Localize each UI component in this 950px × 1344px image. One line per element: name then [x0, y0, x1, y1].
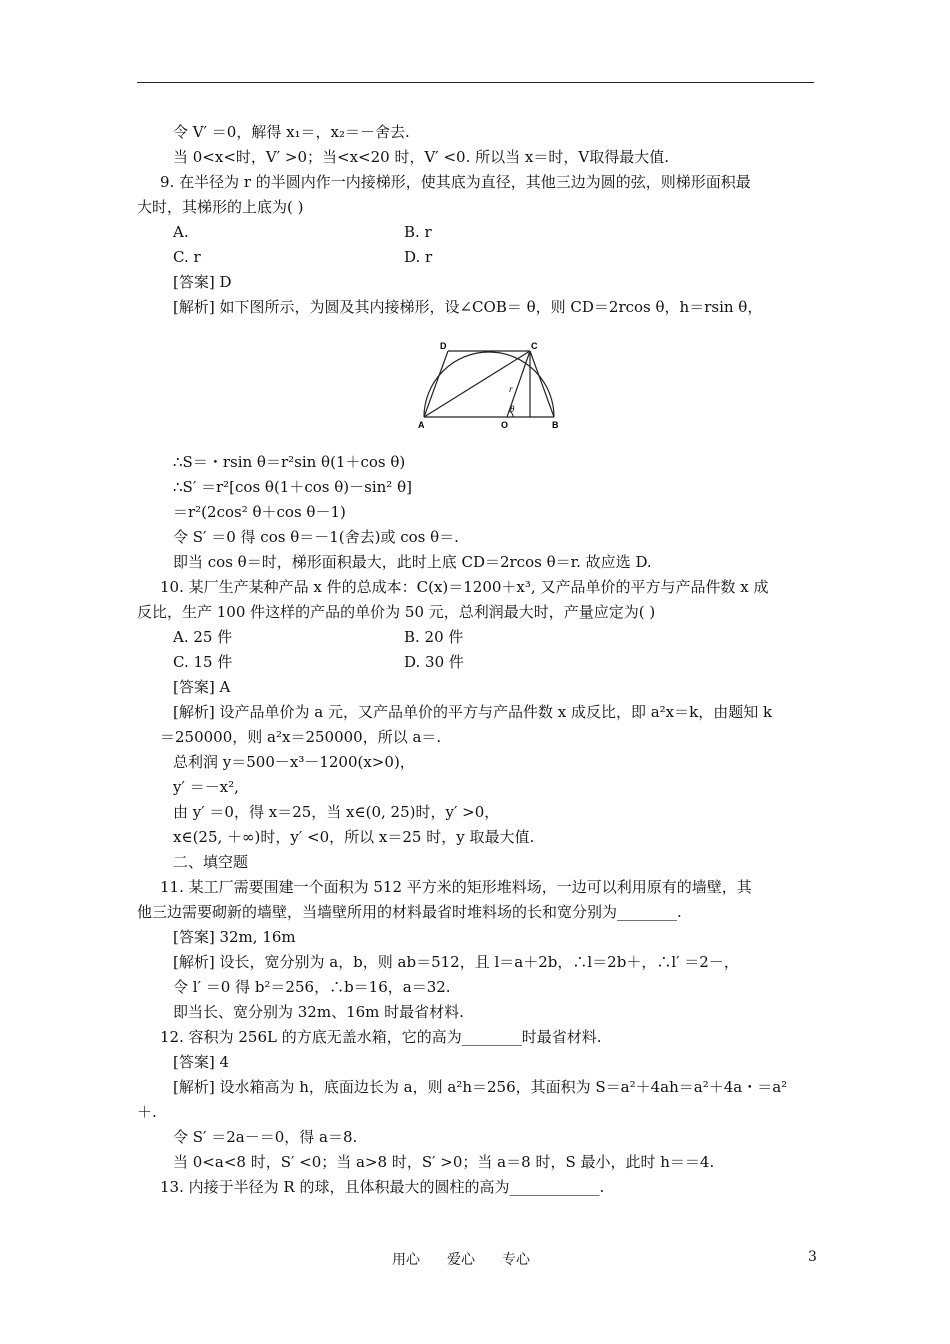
- question-12-line: 12. 容积为 256L 的方底无盖水箱，它的高为________时最省材料.: [160, 1028, 602, 1046]
- derivation-line: 令 S′ ＝0 得 cos θ＝－1(舍去)或 cos θ＝.: [173, 528, 459, 546]
- option-a: A. 25 件: [173, 628, 233, 646]
- question-11-line-1: 11. 某工厂需要围建一个面积为 512 平方米的矩形堆料场，一边可以利用原有的墙壁，其: [160, 878, 752, 896]
- footer-text: 专心: [502, 1252, 530, 1268]
- answer-label: [答案] A: [173, 678, 231, 696]
- label-a: A: [418, 420, 425, 430]
- text-line: 当 0<x<时，V′ >0；当<x<20 时，V′ <0. 所以当 x＝时，V取得最大值.: [173, 148, 669, 166]
- analysis-line: ＋.: [137, 1103, 157, 1121]
- derivation-line: ＝r²(2cos² θ＋cos θ－1): [173, 503, 346, 521]
- derivation-line: x∈(25, ＋∞)时，y′ <0，所以 x＝25 时，y 取最大值.: [173, 828, 535, 846]
- text-line: 令 V′ ＝0，解得 x₁＝，x₂＝－舍去.: [173, 123, 410, 141]
- page-number: 3: [808, 1249, 817, 1265]
- label-c: C: [531, 341, 538, 351]
- semicircle-trapezoid-figure: [412, 338, 566, 430]
- option-b: B. 20 件: [404, 628, 464, 646]
- derivation-line: 即当 cos θ＝时，梯形面积最大，此时上底 CD＝2rcos θ＝r. 故应选 D.: [173, 553, 652, 571]
- analysis-line: [解析] 设长，宽分别为 a，b，则 ab＝512，且 l＝a＋2b，∴l＝2b＋，∴l′ ＝2－，: [173, 953, 739, 971]
- question-10-line-1: 10. 某厂生产某种产品 x 件的总成本：C(x)＝1200＋x³, 又产品单价的平方与产品件数 x 成: [160, 578, 769, 596]
- question-13-line: 13. 内接于半径为 R 的球，且体积最大的圆柱的高为____________.: [160, 1178, 605, 1196]
- derivation-line: ∴S＝・rsin θ＝r²sin θ(1＋cos θ): [173, 453, 406, 471]
- label-o: O: [501, 420, 509, 430]
- question-9-line-2: 大时，其梯形的上底为( ): [137, 198, 304, 216]
- header-rule: [137, 82, 814, 83]
- option-d: D. r: [404, 248, 433, 266]
- label-d: D: [440, 341, 447, 351]
- derivation-line: 即当长、宽分别为 32m、16m 时最省材料.: [173, 1003, 464, 1021]
- footer-text: 爱心: [447, 1252, 475, 1268]
- option-d: D. 30 件: [404, 653, 464, 671]
- chord-ad: [424, 351, 448, 417]
- option-c: C. 15 件: [173, 653, 233, 671]
- analysis-line: [解析] 设水箱高为 h，底面边长为 a，则 a²h＝256，其面积为 S＝a²＋4ah＝a²＋4a・＝a²: [173, 1078, 788, 1096]
- question-9-line-1: 9. 在半径为 r 的半圆内作一内接梯形，使其底为直径，其他三边为圆的弦，则梯形面积最: [160, 173, 751, 191]
- option-a: A.: [173, 223, 189, 241]
- question-10-line-2: 反比，生产 100 件这样的产品的单价为 50 元，总利润最大时，产量应定为( ): [137, 603, 656, 621]
- answer-label: [答案] D: [173, 273, 232, 291]
- option-c: C. r: [173, 248, 201, 266]
- question-11-line-2: 他三边需要砌新的墙壁，当墙壁所用的材料最省时堆料场的长和宽分别为________.: [137, 903, 682, 921]
- analysis-line: ＝250000，则 a²x＝250000，所以 a＝.: [160, 728, 442, 746]
- answer-label: [答案] 32m, 16m: [173, 928, 296, 946]
- derivation-line: 由 y′ ＝0，得 x＝25，当 x∈(0, 25)时，y′ >0，: [173, 803, 500, 821]
- label-b: B: [552, 420, 559, 430]
- section-heading: 二、填空题: [173, 853, 249, 871]
- label-theta: θ: [510, 404, 515, 414]
- derivation-line: 令 l′ ＝0 得 b²＝256，∴b＝16，a＝32.: [173, 978, 451, 996]
- analysis-line: [解析] 如下图所示，为圆及其内接梯形，设∠COB＝ θ，则 CD＝2rcos θ，h＝rsin θ，: [173, 298, 763, 316]
- option-b: B. r: [404, 223, 432, 241]
- analysis-line: [解析] 设产品单价为 a 元，又产品单价的平方与产品件数 x 成反比，即 a²x＝k，由题知 k: [173, 703, 773, 721]
- label-r: r: [509, 384, 513, 394]
- footer-text: 用心: [392, 1252, 420, 1268]
- derivation-line: y′ ＝－x²,: [173, 778, 239, 796]
- derivation-line: 当 0<a<8 时，S′ <0；当 a>8 时，S′ >0；当 a＝8 时，S 最小，此时 h＝＝4.: [173, 1153, 715, 1171]
- derivation-line: 总利润 y＝500－x³－1200(x>0)，: [173, 753, 415, 771]
- chord-cb: [530, 351, 554, 417]
- answer-label: [答案] 4: [173, 1053, 230, 1071]
- derivation-line: ∴S′ ＝r²[cos θ(1＋cos θ)－sin² θ]: [173, 478, 412, 496]
- derivation-line: 令 S′ ＝2a－＝0，得 a＝8.: [173, 1128, 358, 1146]
